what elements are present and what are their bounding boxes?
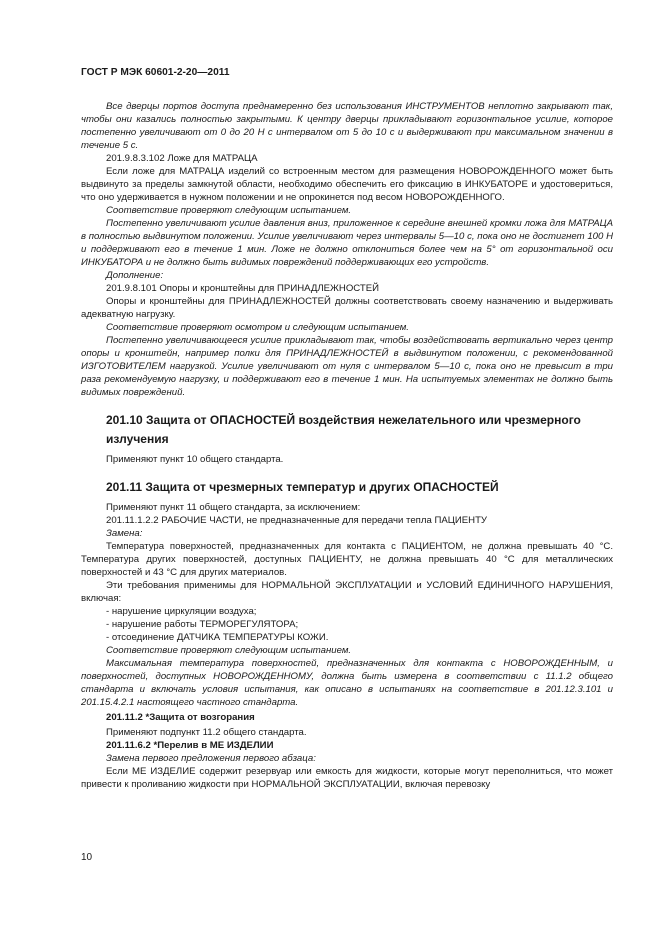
- paragraph: Применяют пункт 10 общего стандарта.: [106, 454, 284, 465]
- paragraph: Все дверцы портов доступа преднамеренно без использования ИНСТРУМЕНТОВ неплотно закрывают так, чтобы они казались полностью закрытыми. К центру дверцы прикладывают горизонтальное усилие, которое постепенно увеличивают от 0 до 20 Н с интервалом от 5 до 10 с и выдерживают при максимальном значении в течение 5 с.: [81, 101, 613, 151]
- compliance-note: Соответствие проверяют следующим испытанием.: [106, 205, 352, 216]
- replacement-label: Замена:: [106, 528, 143, 539]
- subclause-heading: 201.11.2 *Защита от возгорания: [106, 712, 255, 723]
- compliance-note: Соответствие проверяют осмотром и следующим испытанием.: [106, 322, 409, 333]
- list-item: - нарушение циркуляции воздуха;: [106, 606, 257, 617]
- document-body: [81, 100, 613, 791]
- paragraph: Опоры и кронштейны для ПРИНАДЛЕЖНОСТЕЙ должны соответствовать своему назначению и выдерживать адекватную нагрузку.: [81, 296, 613, 320]
- paragraph: Постепенно увеличивающееся усилие прикладывают так, чтобы воздействовать вертикально через центр опоры и кронштейн, например полки для ПРИНАДЛЕЖНОСТЕЙ в выдвинутом положении, с рекомендованной ИЗГОТОВИТЕЛЕМ нагрузкой. Усилие увеличивают от нуля с интервалом 5—10 с, пока оно не превысит в три раза рекомендуемую нагрузку, и поддерживают его в течение 1 мин. На испытуемых элементах не должно быть видимых повреждений.: [81, 335, 613, 398]
- section-heading: 201.11 Защита от чрезмерных температур и других ОПАСНОСТЕЙ: [106, 480, 499, 494]
- paragraph: Температура поверхностей, предназначенных для контакта с ПАЦИЕНТОМ, не должна превышать 40 °С. Температура других поверхностей, доступных ПАЦИЕНТУ, не должна превышать 40 °С для металлических поверхностей и 43 °С для других материалов.: [81, 541, 613, 578]
- addition-label: Дополнение:: [106, 270, 164, 281]
- paragraph: Если ложе для МАТРАЦА изделий со встроенным местом для размещения НОВОРОЖДЕННОГО может быть выдвинуто за пределы замкнутой области, необходимо обеспечить его фиксацию в ИНКУБАТОРЕ и удостовериться, что оно удерживается в нужном положении и не опрокинется под весом НОВОРОЖДЕННОГО.: [81, 166, 613, 203]
- clause-heading: 201.11.1.2.2 РАБОЧИЕ ЧАСТИ, не предназначенные для передачи тепла ПАЦИЕНТУ: [106, 515, 488, 526]
- paragraph: Постепенно увеличивают усилие давления вниз, приложенное к середине внешней кромки ложа для МАТРАЦА в полностью выдвинутом положении. Усилие увеличивают через интервалы 5—10 с, пока оно не достигнет 100 Н и поддерживают его в течение 1 мин. Ложе не должно отклониться более чем на 5° от горизонтальной оси ИНКУБАТОРА и не должно быть видимых повреждений поддерживающих его устройств.: [81, 218, 613, 268]
- paragraph: Если МЕ ИЗДЕЛИЕ содержит резервуар или емкость для жидкости, которые могут переполниться, что может привести к проливанию жидкости при НОРМАЛЬНОЙ ЭКСПЛУАТАЦИИ, включая перевозку: [81, 766, 613, 790]
- paragraph: Применяют подпункт 11.2 общего стандарта.: [106, 727, 307, 738]
- list-item: - отсоединение ДАТЧИКА ТЕМПЕРАТУРЫ КОЖИ.: [106, 632, 329, 643]
- standard-header: ГОСТ Р МЭК 60601-2-20—2011: [81, 67, 230, 78]
- paragraph: Эти требования применимы для НОРМАЛЬНОЙ ЭКСПЛУАТАЦИИ и УСЛОВИЙ ЕДИНИЧНОГО НАРУШЕНИЯ, включая:: [81, 580, 613, 604]
- clause-heading: 201.9.8.101 Опоры и кронштейны для ПРИНАДЛЕЖНОСТЕЙ: [106, 283, 380, 294]
- compliance-note: Соответствие проверяют следующим испытанием.: [106, 645, 352, 656]
- subclause-heading: 201.11.6.2 *Перелив в МЕ ИЗДЕЛИИ: [106, 740, 274, 751]
- paragraph: Применяют пункт 11 общего стандарта, за исключением:: [106, 502, 361, 513]
- clause-heading: 201.9.8.3.102 Ложе для МАТРАЦА: [106, 153, 258, 164]
- replacement-label: Замена первого предложения первого абзаца:: [106, 753, 316, 764]
- paragraph: Максимальная температура поверхностей, предназначенных для контакта с НОВОРОЖДЕННЫМ, и поверхностей, доступных НОВОРОЖДЕННОМУ, должна быть измерена в соответствии с 11.1.2 общего стандарта и включать условия испытания, как описано в испытаниях на соответствие в 201.12.3.101 и 201.15.4.2.1 настоящего частного стандарта.: [81, 658, 613, 708]
- list-item: - нарушение работы ТЕРМОРЕГУЛЯТОРА;: [106, 619, 299, 630]
- section-heading: 201.10 Защита от ОПАСНОСТЕЙ воздействия нежелательного или чрезмерного излучения: [106, 413, 581, 446]
- page-number: 10: [81, 852, 93, 863]
